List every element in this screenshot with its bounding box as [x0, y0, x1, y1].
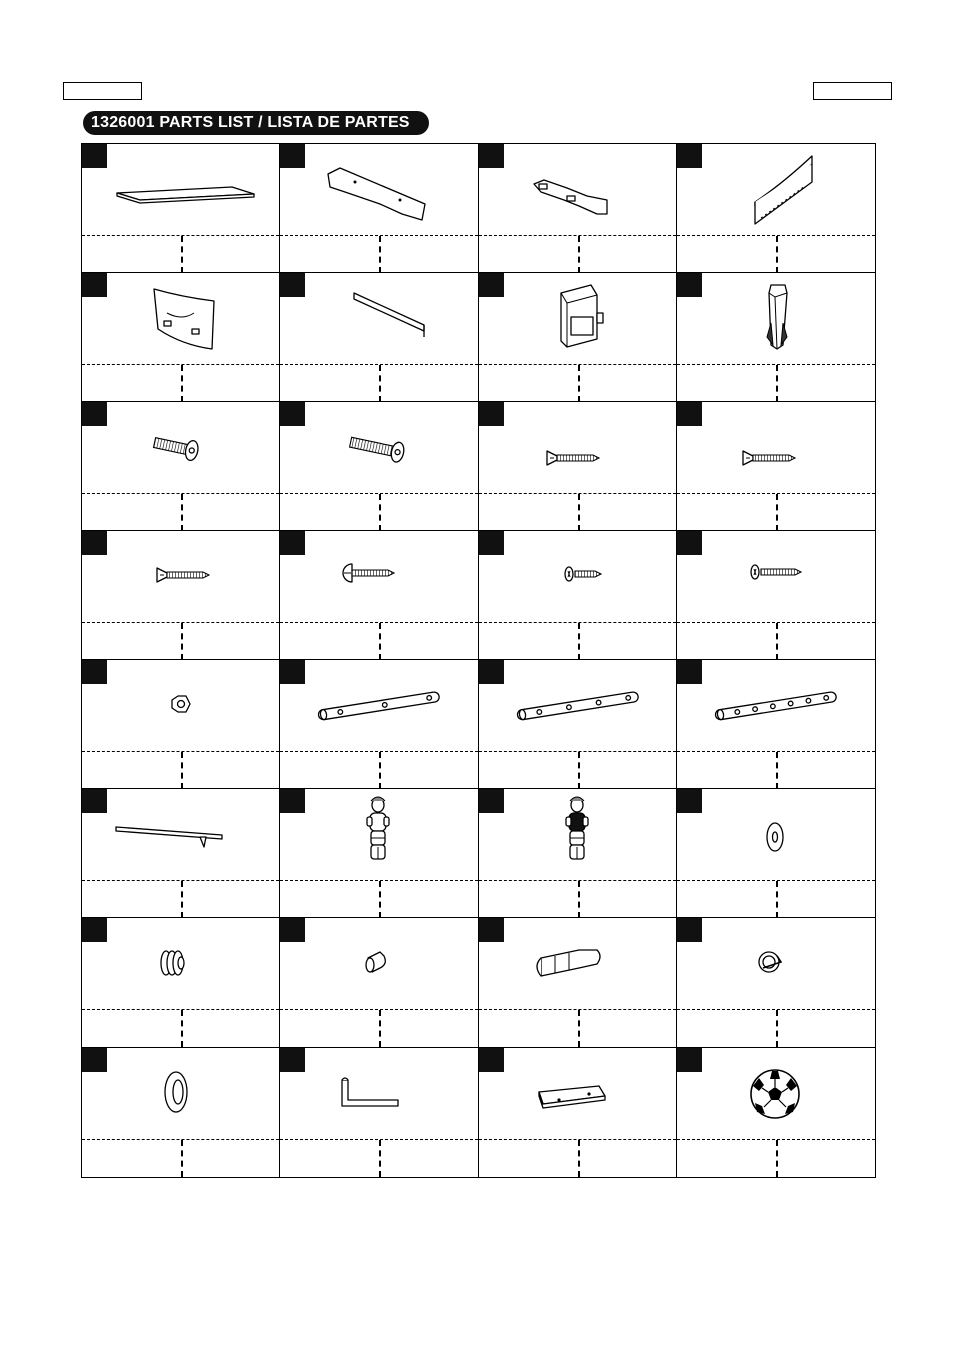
- part-cell: [81, 272, 280, 403]
- part-cell: [81, 530, 280, 661]
- short-apron-panel-icon: [479, 144, 676, 236]
- long-apron-panel-icon: [280, 144, 478, 236]
- dashed-column-divider: [379, 881, 381, 918]
- dashed-column-divider: [181, 752, 183, 789]
- washer-icon: [677, 789, 875, 881]
- flat-head-screw-small-icon: [677, 402, 875, 494]
- part-cell: [81, 788, 280, 919]
- pan-head-screw-icon: [677, 531, 875, 623]
- goal-box-icon: [479, 273, 676, 365]
- dashed-column-divider: [181, 881, 183, 918]
- flat-head-screw-icon: [479, 402, 676, 494]
- support-brace-icon: [280, 273, 478, 365]
- soccer-ball-icon: [677, 1048, 875, 1140]
- long-bolt-icon: [82, 402, 279, 494]
- hex-nut-icon: [82, 660, 279, 752]
- dashed-column-divider: [776, 236, 778, 273]
- dashed-column-divider: [578, 1010, 580, 1047]
- part-cell: [279, 659, 479, 790]
- part-cell: [279, 788, 479, 919]
- part-cell: [81, 1047, 280, 1178]
- end-cap-icon: [280, 918, 478, 1010]
- part-cell: [478, 1047, 677, 1178]
- parts-list-title: 1326001 PARTS LIST / LISTA DE PARTES: [83, 111, 429, 135]
- dashed-column-divider: [181, 1140, 183, 1177]
- part-cell: [676, 530, 876, 661]
- dashed-column-divider: [776, 752, 778, 789]
- rod-3-holes-icon: [280, 660, 478, 752]
- dashed-column-divider: [578, 881, 580, 918]
- part-cell: [676, 917, 876, 1048]
- dashed-column-divider: [379, 752, 381, 789]
- longer-bolt-icon: [280, 402, 478, 494]
- flat-bar-icon: [82, 789, 279, 881]
- part-cell: [81, 659, 280, 790]
- dashed-column-divider: [578, 365, 580, 402]
- rod-4-holes-icon: [479, 660, 676, 752]
- player-figure-white-icon: [280, 789, 478, 881]
- score-ring-icon: [82, 1048, 279, 1140]
- dashed-column-divider: [379, 1010, 381, 1047]
- part-cell: [279, 917, 479, 1048]
- goal-end-panel-icon: [82, 273, 279, 365]
- mounting-plate-icon: [479, 1048, 676, 1140]
- part-cell: [676, 659, 876, 790]
- dashed-column-divider: [181, 236, 183, 273]
- part-cell: [478, 143, 677, 274]
- part-cell: [676, 143, 876, 274]
- flat-head-screw-medium-icon: [82, 531, 279, 623]
- parts-grid: [81, 143, 876, 1179]
- dashed-column-divider: [776, 494, 778, 531]
- player-figure-black-icon: [479, 789, 676, 881]
- part-cell: [676, 1047, 876, 1178]
- dashed-column-divider: [181, 623, 183, 660]
- part-cell: [81, 917, 280, 1048]
- dashed-column-divider: [379, 623, 381, 660]
- dashed-column-divider: [578, 1140, 580, 1177]
- dashed-column-divider: [379, 494, 381, 531]
- part-cell: [279, 143, 479, 274]
- dashed-column-divider: [776, 365, 778, 402]
- dashed-column-divider: [181, 1010, 183, 1047]
- rod-6-holes-icon: [677, 660, 875, 752]
- dashed-column-divider: [379, 1140, 381, 1177]
- header-box-left: [63, 82, 142, 100]
- part-cell: [279, 401, 479, 532]
- dashed-column-divider: [379, 365, 381, 402]
- part-cell: [676, 788, 876, 919]
- panel-board-icon: [82, 144, 279, 236]
- dashed-column-divider: [379, 236, 381, 273]
- dashed-column-divider: [578, 236, 580, 273]
- curved-side-rail-icon: [677, 144, 875, 236]
- round-head-screw-icon: [280, 531, 478, 623]
- dashed-column-divider: [578, 623, 580, 660]
- handle-grip-icon: [479, 918, 676, 1010]
- part-cell: [279, 272, 479, 403]
- small-pan-head-screw-icon: [479, 531, 676, 623]
- part-cell: [478, 530, 677, 661]
- part-cell: [478, 659, 677, 790]
- part-cell: [81, 401, 280, 532]
- part-cell: [279, 1047, 479, 1178]
- part-cell: [478, 272, 677, 403]
- rubber-bumper-icon: [82, 918, 279, 1010]
- part-cell: [478, 917, 677, 1048]
- part-cell: [676, 272, 876, 403]
- dashed-column-divider: [181, 365, 183, 402]
- ball-return-cup-icon: [677, 918, 875, 1010]
- part-cell: [478, 788, 677, 919]
- part-cell: [676, 401, 876, 532]
- part-cell: [81, 143, 280, 274]
- allen-wrench-icon: [280, 1048, 478, 1140]
- dashed-column-divider: [181, 494, 183, 531]
- dashed-column-divider: [578, 494, 580, 531]
- part-cell: [279, 530, 479, 661]
- part-cell: [478, 401, 677, 532]
- header-box-right: [813, 82, 892, 100]
- dashed-column-divider: [776, 881, 778, 918]
- leg-icon: [677, 273, 875, 365]
- dashed-column-divider: [578, 752, 580, 789]
- dashed-column-divider: [776, 1010, 778, 1047]
- dashed-column-divider: [776, 623, 778, 660]
- dashed-column-divider: [776, 1140, 778, 1177]
